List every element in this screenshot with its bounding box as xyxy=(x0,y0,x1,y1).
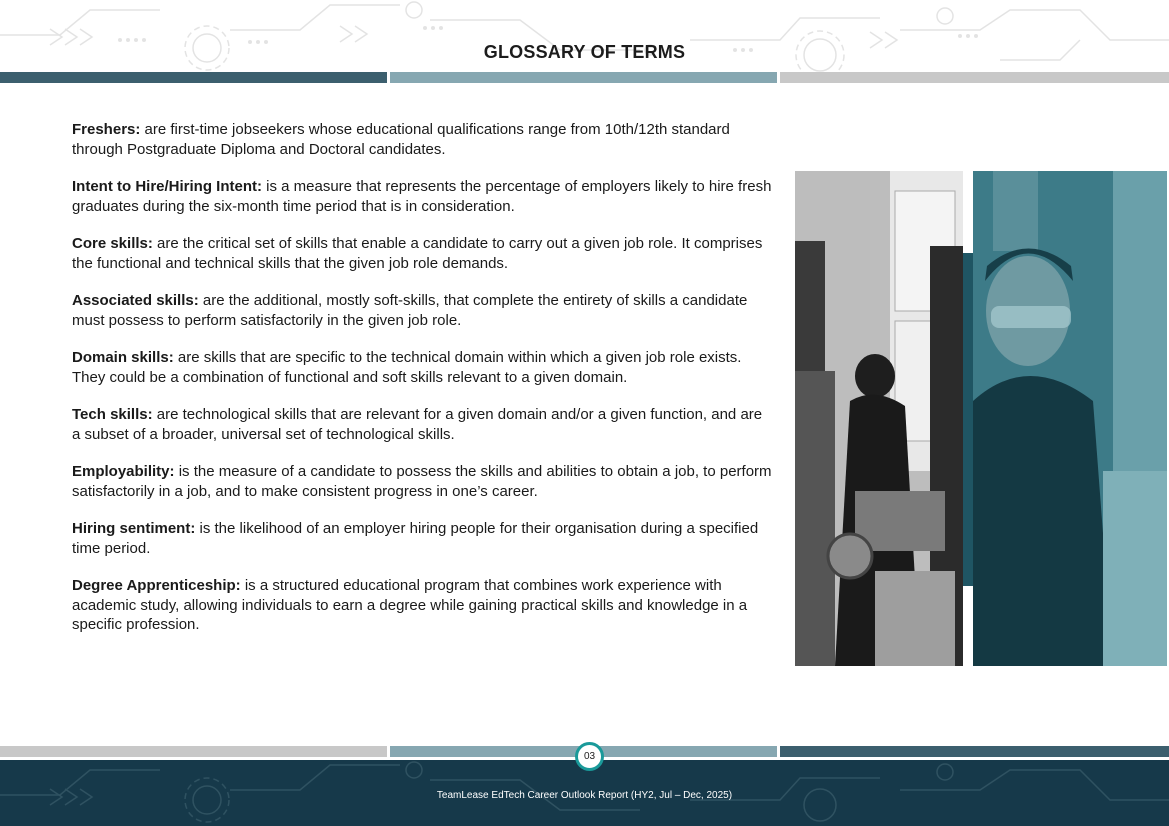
student-photo-illustration xyxy=(973,171,1167,666)
glossary-entry xyxy=(72,234,772,273)
glossary-definition: are the additional, mostly soft-skills, that complete the entirety of skills a candidate must possess to perform satisfactorily in the given job role. xyxy=(72,292,748,329)
glossary-term: Intent to Hire/Hiring Intent: xyxy=(72,178,262,195)
glossary-entry xyxy=(72,405,772,444)
header-bar-light xyxy=(780,72,1169,83)
glossary-definition: is the likelihood of an employer hiring people for their organisation during a specified time period. xyxy=(72,520,759,557)
workshop-photo-illustration xyxy=(795,171,963,666)
glossary-term: Degree Apprenticeship: xyxy=(72,577,241,594)
glossary-term: Tech skills: xyxy=(72,406,153,423)
page-title: GLOSSARY OF TERMS xyxy=(483,42,686,62)
glossary-definition: are first-time jobseekers whose educational qualifications range from 10th/12th standard through Postgraduate Diploma and Doctoral candidates. xyxy=(72,121,730,158)
glossary-term: Hiring sentiment: xyxy=(72,520,196,537)
student-photo xyxy=(973,171,1167,666)
footer-bar-light xyxy=(0,746,387,757)
glossary-term: Core skills: xyxy=(72,235,153,252)
glossary-entry xyxy=(72,120,772,159)
glossary-entry xyxy=(72,519,772,558)
glossary-term: Freshers: xyxy=(72,121,141,138)
glossary-definition: is a measure that represents the percentage of employers likely to hire fresh graduates during the six-month time period that is in consideration. xyxy=(72,178,772,215)
glossary-definition: are technological skills that are relevant for a given domain and/or a given function, and are a subset of a broader, universal set of technological skills. xyxy=(72,406,763,443)
workshop-photo xyxy=(795,171,963,666)
header-bar-mid xyxy=(390,72,777,83)
glossary-entry xyxy=(72,348,772,387)
header-bar-dark xyxy=(0,72,387,83)
glossary-term: Employability: xyxy=(72,463,175,480)
glossary-entry xyxy=(72,576,772,635)
page-number-badge: 03 xyxy=(575,742,604,771)
glossary-list xyxy=(72,120,772,653)
glossary-definition: is a structured educational program that combines work experience with academic study, allowing individuals to earn a degree while gaining practical skills and knowledge in a specific profession. xyxy=(72,577,748,633)
teal-accent-strip xyxy=(963,253,973,586)
glossary-term: Domain skills: xyxy=(72,349,174,366)
footer-report-title: TeamLease EdTech Career Outlook Report (HY2, Jul – Dec, 2025) xyxy=(436,790,733,801)
glossary-entry xyxy=(72,462,772,501)
glossary-definition: are skills that are specific to the technical domain within which a given job role exists. They could be a combination of functional and soft skills relevant to a given domain. xyxy=(72,349,742,386)
footer-bar-dark xyxy=(780,746,1169,757)
glossary-entry xyxy=(72,177,772,216)
glossary-term: Associated skills: xyxy=(72,292,199,309)
glossary-entry xyxy=(72,291,772,330)
glossary-definition: is the measure of a candidate to possess the skills and abilities to obtain a job, to perform satisfactorily in a job, and to make consistent progress in one’s career. xyxy=(72,463,772,500)
glossary-definition: are the critical set of skills that enable a candidate to carry out a given job role. It comprises the functional and technical skills that the given job role demands. xyxy=(72,235,763,272)
